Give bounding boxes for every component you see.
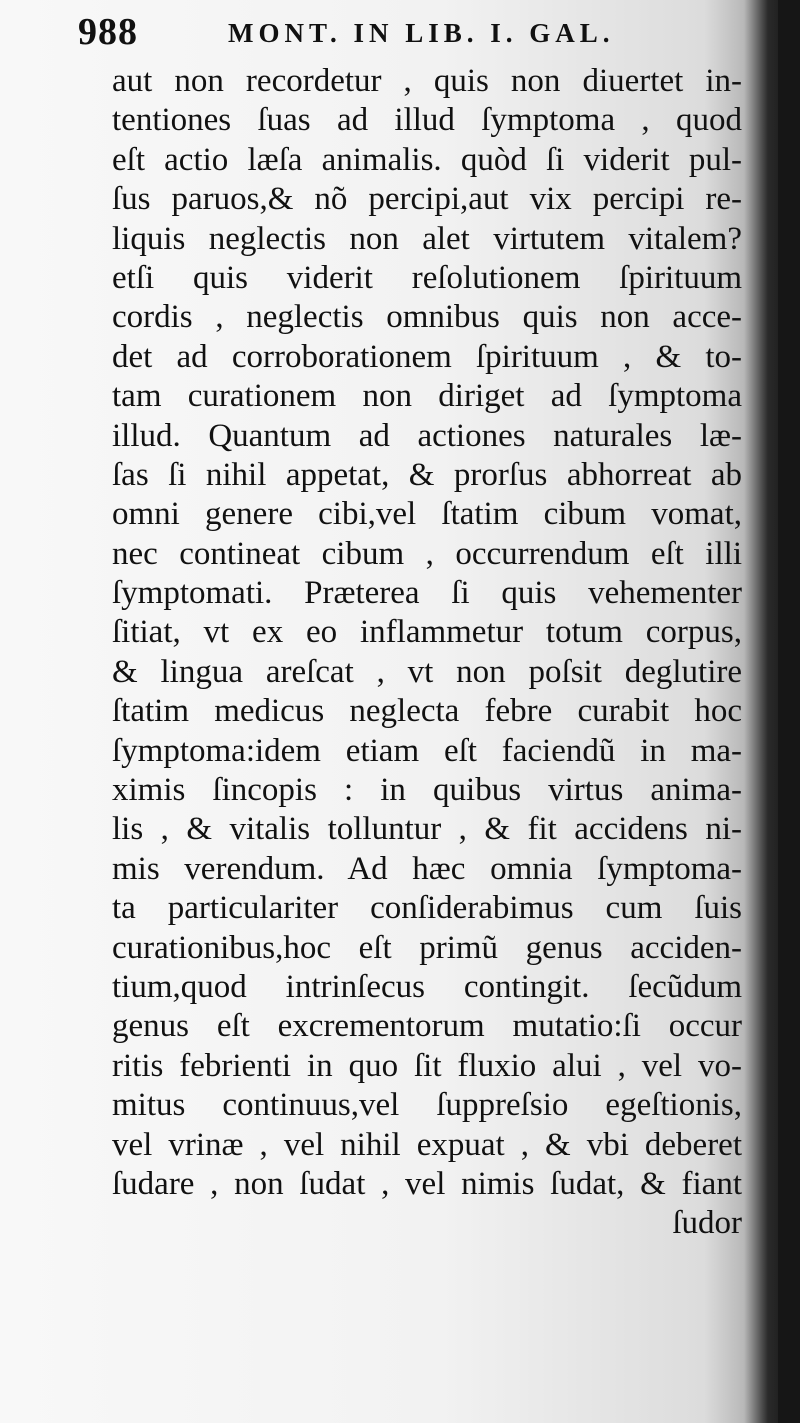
text-line: ritis febrienti in quo ſit fluxio alui , vel vo- <box>112 1047 742 1084</box>
page-number: 988 <box>78 11 138 53</box>
text-line: curationibus,hoc eſt primũ genus acciden- <box>112 929 742 966</box>
text-line: ſus paruos,& nõ percipi,aut vix percipi re- <box>112 181 742 218</box>
text-line: cordis , neglectis omnibus quis non acce- <box>112 299 742 336</box>
body-text <box>112 62 742 1244</box>
text-line: tam curationem non diriget ad ſymptoma <box>112 378 742 415</box>
text-line: lis , & vitalis tolluntur , & fit accidens ni- <box>112 811 742 848</box>
text-line: nec contineat cibum , occurrendum eſt illi <box>112 535 742 572</box>
text-line: tentiones ſuas ad illud ſymptoma , quod <box>112 102 742 139</box>
text-line: eſt actio læſa animalis. quòd ſi viderit pul- <box>112 141 742 178</box>
text-line: liquis neglectis non alet virtutem vitalem? <box>112 220 742 257</box>
text-line: omni genere cibi,vel ſtatim cibum vomat, <box>112 496 742 533</box>
text-line: tium,quod intrinſecus contingit. ſecũdum <box>112 968 742 1005</box>
text-line: ſymptomati. Præterea ſi quis vehementer <box>112 575 742 612</box>
page-header <box>78 10 698 54</box>
text-line: mis verendum. Ad hæc omnia ſymptoma- <box>112 850 742 887</box>
text-line: ſitiat, vt ex eo inflammetur totum corpus, <box>112 614 742 651</box>
text-line: illud. Quantum ad actiones naturales læ- <box>112 417 742 454</box>
text-line: det ad corroborationem ſpirituum , & to- <box>112 338 742 375</box>
text-line: ſudare , non ſudat , vel nimis ſudat, & fiant <box>112 1165 742 1202</box>
text-line: ximis ſincopis : in quibus virtus anima- <box>112 772 742 809</box>
text-line: ſymptoma:idem etiam eſt faciendũ in ma- <box>112 732 742 769</box>
text-line: ſtatim medicus neglecta febre curabit hoc <box>112 693 742 730</box>
text-line: etſi quis viderit reſolutionem ſpirituum <box>112 259 742 296</box>
text-line: aut non recordetur , quis non diuertet in- <box>112 63 742 99</box>
catchword: ſudor <box>672 1205 742 1242</box>
page-gutter-shadow <box>778 0 800 1423</box>
text-line: vel vrinæ , vel nihil expuat , & vbi deberet <box>112 1126 742 1163</box>
text-line: & lingua areſcat , vt non poſsit deglutire <box>112 653 742 690</box>
text-line: mitus continuus,vel ſuppreſsio egeſtionis, <box>112 1087 742 1124</box>
text-line: ta particulariter conſiderabimus cum ſuis <box>112 890 742 927</box>
running-head: MONT. IN LIB. I. GAL. <box>228 18 615 48</box>
text-line: ſas ſi nihil appetat, & prorſus abhorreat ab <box>112 456 742 493</box>
text-line: genus eſt excrementorum mutatio:ſi occur <box>112 1008 742 1045</box>
